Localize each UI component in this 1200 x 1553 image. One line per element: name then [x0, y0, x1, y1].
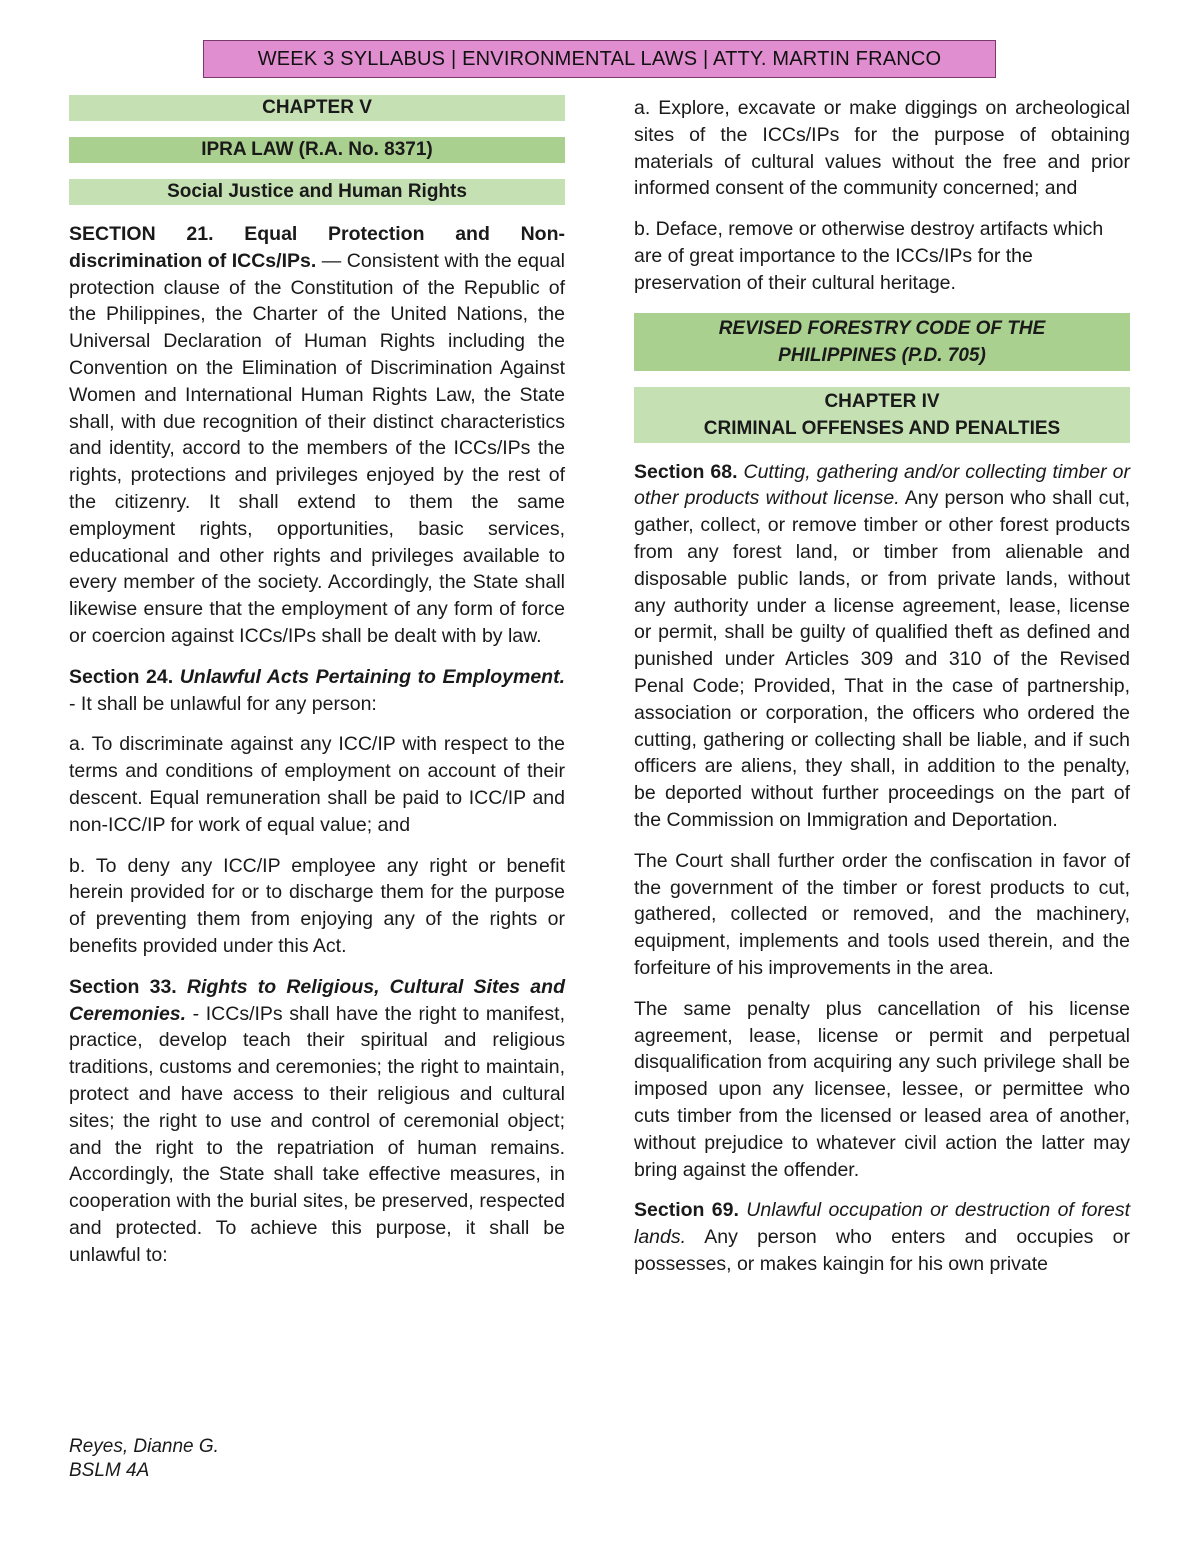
section-21-body: — Consistent with the equal protection clause of the Constitution of the Republic of the Philippines, the Charter of the United Nations, the Universal Declaration of Human Rights including the Convention on the Elimination of Discrimination Against Women and International Human Rights Law, the State shall, with due recognition of their distinct characteristics and identity, accord to the members of the ICCs/IPs the rights, protections and privileges enjoyed by the rest of the citizenry. It shall extend to them the same employment rights, opportunities, basic services, educational and other rights and privileges available to every member of the society. Accordingly, the State shall likewise ensure that the employment of any form of force or coercion against ICCs/IPs shall be dealt with by law. [69, 249, 566, 647]
chapter-iv-line-2: CRIMINAL OFFENSES AND PENALTIES [703, 417, 1061, 439]
ipra-law-banner: IPRA LAW (R.A. No. 8371) [69, 137, 565, 163]
section-24-item-a: a. To discriminate against any ICC/IP with respect to the terms and conditions of employment on account of their descent. Equal remuneration shall be paid to ICC/IP and non-ICC/IP for work of equal value; and [69, 733, 565, 836]
section-33-item-b: b. Deface, remove or otherwise destroy artifacts which are of great importance to the ICCs/IPs for the preservation of their cultural heritage. [634, 218, 1104, 294]
section-33-number: Section 33. [69, 975, 177, 998]
chapter-v-banner: CHAPTER V [69, 95, 565, 121]
section-21 [69, 221, 565, 650]
social-justice-banner: Social Justice and Human Rights [69, 179, 565, 205]
forestry-code-line-1: REVISED FORESTRY CODE OF THE [718, 317, 1046, 339]
section-24-item-b: b. To deny any ICC/IP employee any right or benefit herein provided for or to discharge them for the purpose of preventing them from enjoying any of the rights or benefits provided under this Act. [69, 854, 565, 957]
section-21-heading: SECTION 21. Equal Protection and Non-discrimination of ICCs/IPs. [69, 223, 565, 272]
section-24-title: Unlawful Acts Pertaining to Employment. [173, 665, 565, 688]
forestry-code-banner [634, 313, 1130, 371]
section-68-number: Section 68. [634, 460, 738, 483]
section-69-number: Section 69. [634, 1199, 739, 1222]
section-33 [69, 974, 565, 1269]
section-68-body: Any person who shall cut, gather, collect, or remove timber or other forest products from any forest land, or timber from alienable and disposable public lands, or from private lands, without any authority under a license agreement, lease, license or permit, shall be guilty of qualified theft as defined and punished under Articles 309 and 310 of the Revised Penal Code; Provided, That in the case of partnership, association or corporation, the officers who ordered the cutting, gathering or collecting shall be liable, and if such officers are aliens, they shall, in addition to the penalty, be deported without further proceedings on the part of the Commission on Immigration and Deportation. [634, 487, 1130, 831]
section-33-body: - ICCs/IPs shall have the right to manifest, practice, develop teach their spiritual and religious traditions, customs and ceremonies; the right to maintain, protect and have access to their religious and cultural sites; the right to use and control of ceremonial object; and the right to the repatriation of human remains. Accordingly, the State shall take effective measures, in cooperation with the burial sites, be preserved, respected and protected. To achieve this purpose, it shall be unlawful to: [69, 1002, 565, 1266]
section-68-title: Cutting, gathering and/or collecting timber or other products without license. [634, 460, 1130, 510]
section-68 [634, 459, 1130, 834]
forestry-code-line-2: PHILIPPINES (P.D. 705) [778, 344, 986, 366]
section-68-paragraph-2: The Court shall further order the confiscation in favor of the government of the timber or forest products to cut, gathered, collected or removed, and the machinery, equipment, implements and tools used therein, and the forfeiture of his improvements in the area. [634, 849, 1130, 979]
section-68-paragraph-3: The same penalty plus cancellation of his license agreement, lease, license or permit and perpetual disqualification from acquiring any such privilege shall be imposed upon any licensee, lessee, or permittee who cuts timber from the licensed or leased area of another, without prejudice to whatever civil action the latter may bring against the offender. [634, 997, 1130, 1181]
chapter-iv-line-1: CHAPTER IV [824, 390, 940, 412]
section-69-title: Unlawful occupation or destruction of forest lands. [634, 1199, 1130, 1249]
section-24-number: Section 24. [69, 665, 174, 688]
section-69 [634, 1197, 1130, 1277]
section-33-title: Rights to Religious, Cultural Sites and Ceremonies. [69, 975, 565, 1025]
chapter-iv-banner [634, 387, 1130, 443]
header-title: WEEK 3 SYLLABUS | ENVIRONMENTAL LAWS | ATTY. MARTIN FRANCO [257, 47, 942, 70]
left-column [69, 95, 565, 1282]
right-column [634, 95, 1130, 1292]
page-header [203, 40, 996, 78]
section-69-body: Any person who enters and occupies or possesses, or makes kaingin for his own private [634, 1226, 1130, 1275]
author-name: Reyes, Dianne G. [69, 1436, 219, 1457]
section-24-body: - It shall be unlawful for any person: [69, 692, 377, 715]
section-24 [69, 664, 565, 718]
page-footer [69, 1435, 219, 1483]
author-program: BSLM 4A [69, 1460, 150, 1481]
section-33-item-a: a. Explore, excavate or make diggings on archeological sites of the ICCs/IPs for the purpose of obtaining materials of cultural values without the free and prior informed consent of the community concerned; and [634, 97, 1130, 200]
